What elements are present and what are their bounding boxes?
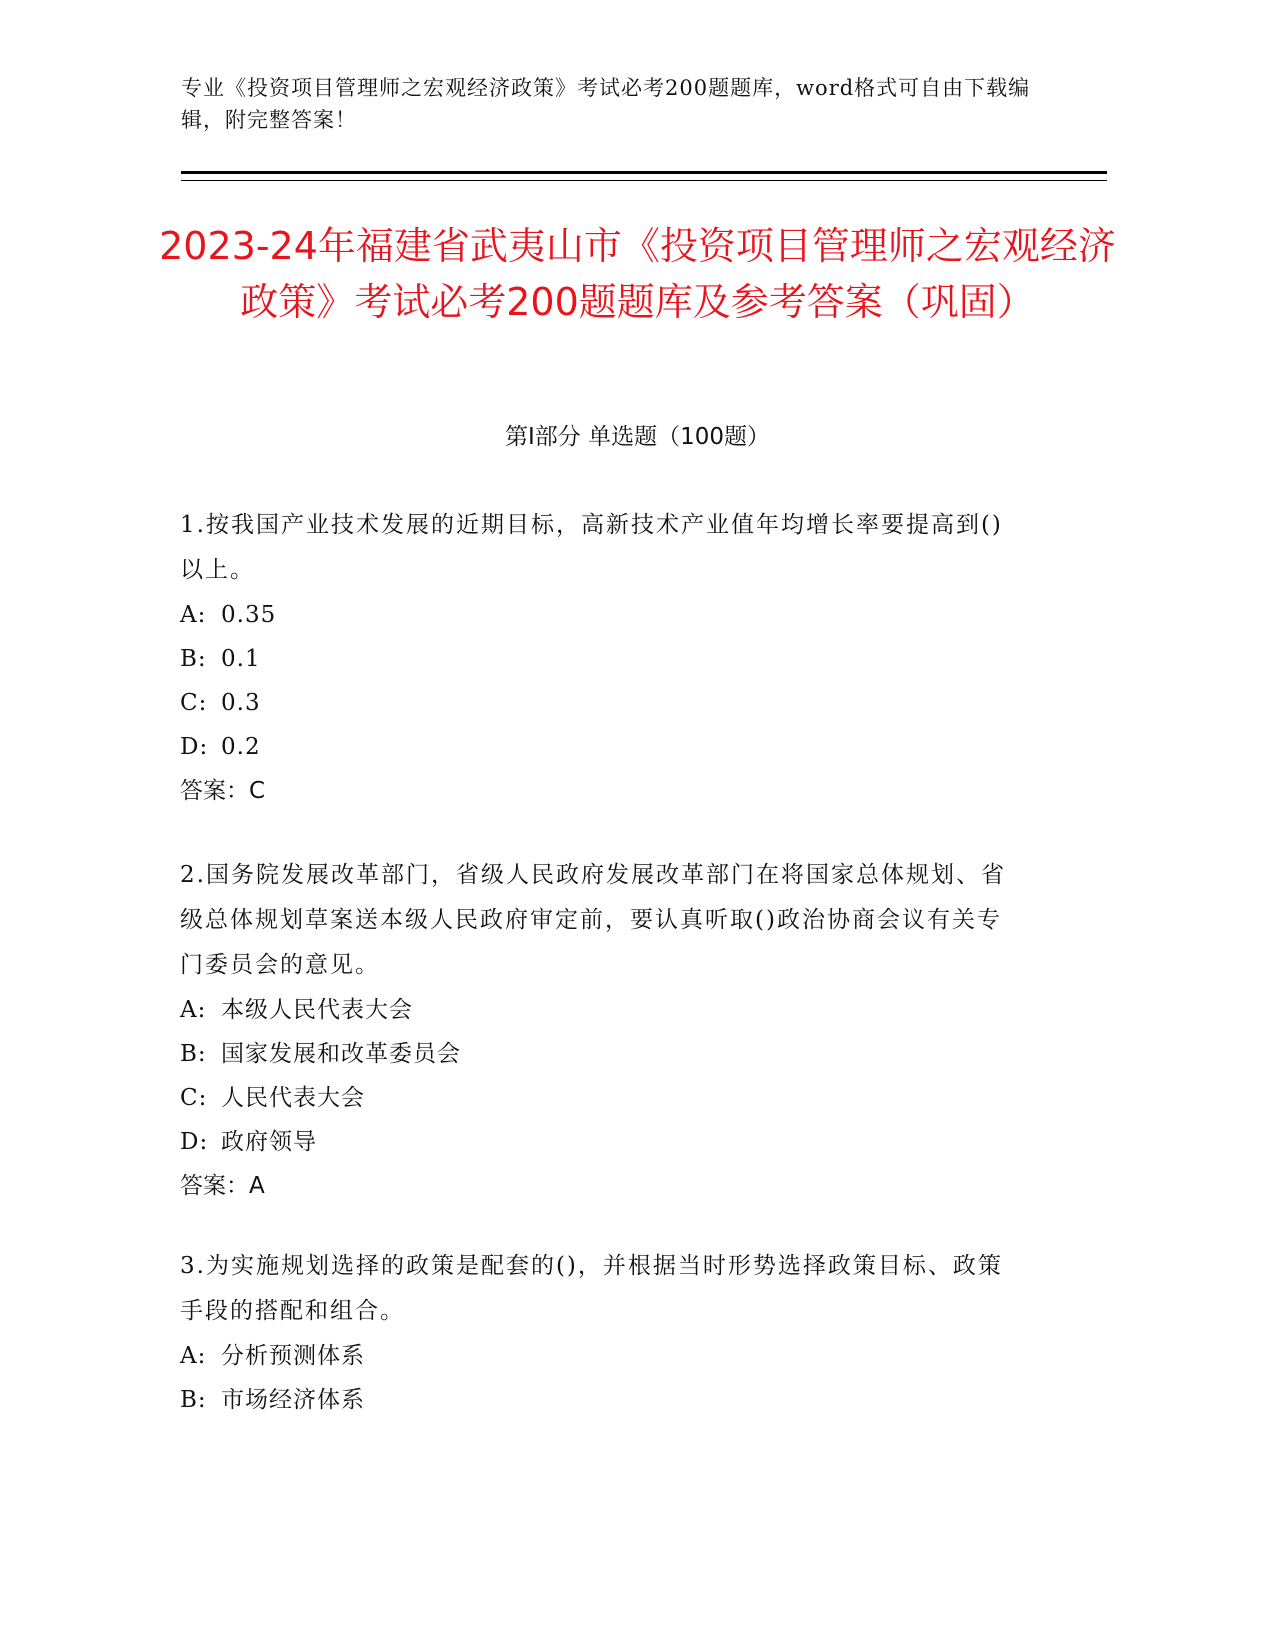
option-key: D:	[180, 1129, 209, 1155]
section-title: 第Ⅰ部分 单选题（100题）	[505, 424, 770, 450]
option-key: B:	[180, 1387, 207, 1413]
option-key: D:	[180, 734, 209, 760]
question-stem: 2.国务院发展改革部门，省级人民政府发展改革部门在将国家总体规划、省级总体规划草案送本级人民政府审定前，要认真听取()政治协商会议有关专门委员会的意见。	[180, 862, 1006, 978]
question-3	[180, 1244, 1020, 1422]
option-a	[180, 1334, 1020, 1378]
option-b	[180, 1378, 1020, 1422]
option-text: 国家发展和改革委员会	[221, 1041, 461, 1067]
option-key: A:	[180, 997, 207, 1023]
question-stem: 1.按我国产业技术发展的近期目标，高新技术产业值年均增长率要提高到()以上。	[180, 512, 1003, 583]
option-a	[180, 988, 1020, 1032]
option-text: 政府领导	[221, 1129, 317, 1155]
document-title: 2023-24年福建省武夷山市《投资项目管理师之宏观经济政策》考试必考200题题库及参考答案（巩固）	[159, 224, 1116, 324]
option-key: A:	[180, 1343, 207, 1369]
option-d	[180, 1120, 1020, 1164]
header-rule-thick	[181, 171, 1107, 174]
option-key: C:	[180, 1085, 208, 1111]
option-b	[180, 637, 1020, 681]
option-key: B:	[180, 646, 207, 672]
option-b	[180, 1032, 1020, 1076]
header-note: 专业《投资项目管理师之宏观经济政策》考试必考200题题库，word格式可自由下载编辑，附完整答案！	[181, 76, 1031, 132]
answer-label: 答案：C	[180, 778, 266, 804]
option-d	[180, 725, 1020, 769]
option-text: 0.35	[221, 602, 277, 628]
option-key: C:	[180, 690, 208, 716]
option-c	[180, 1076, 1020, 1120]
option-text: 0.1	[221, 646, 261, 672]
option-text: 0.2	[221, 734, 261, 760]
option-key: A:	[180, 602, 207, 628]
option-text: 市场经济体系	[221, 1387, 365, 1413]
question-1	[180, 503, 1020, 813]
answer-label: 答案：A	[180, 1173, 265, 1199]
header-rule-thin	[181, 180, 1107, 181]
option-text: 本级人民代表大会	[221, 997, 413, 1023]
option-a	[180, 593, 1020, 637]
option-text: 人民代表大会	[221, 1085, 365, 1111]
option-text: 分析预测体系	[221, 1343, 365, 1369]
question-2	[180, 853, 1020, 1208]
option-text: 0.3	[221, 690, 261, 716]
question-stem: 3.为实施规划选择的政策是配套的()，并根据当时形势选择政策目标、政策手段的搭配和组合。	[180, 1253, 1003, 1324]
option-c	[180, 681, 1020, 725]
option-key: B:	[180, 1041, 207, 1067]
